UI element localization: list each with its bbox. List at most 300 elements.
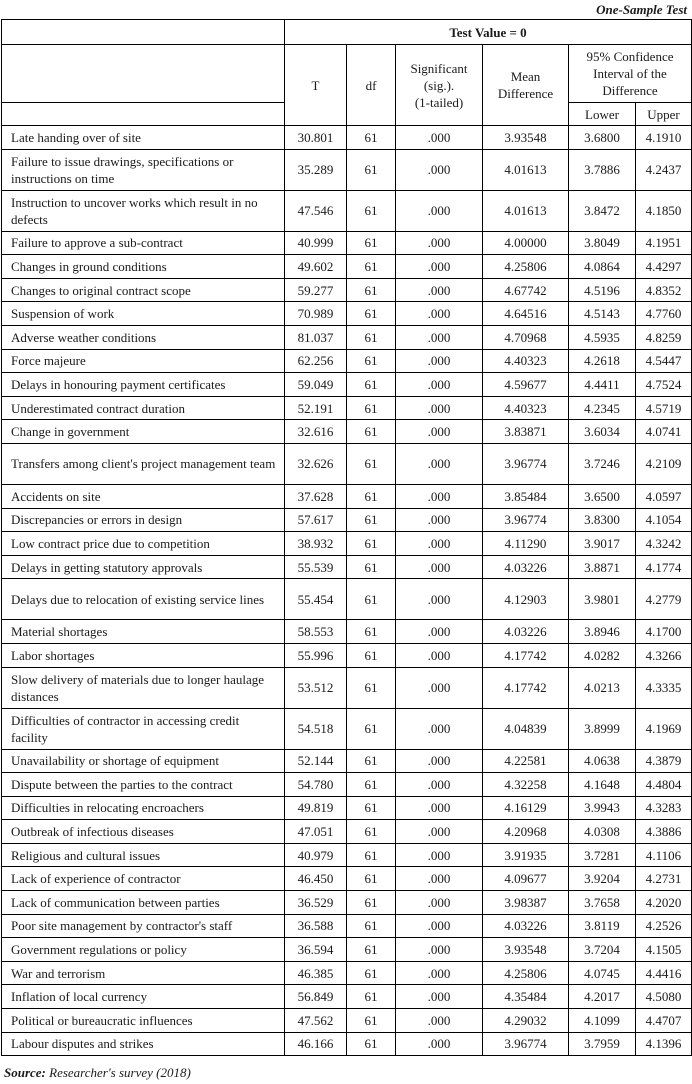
- df-value: 61: [347, 126, 396, 150]
- mean-difference-value: 4.17742: [483, 643, 569, 667]
- lower-bound-value: 3.6034: [569, 420, 636, 444]
- lower-bound-value: 3.6800: [569, 126, 636, 150]
- lower-bound-value: 4.1099: [569, 1009, 636, 1033]
- row-label: Difficulties in relocating encroachers: [2, 796, 285, 820]
- table-row: [2, 325, 692, 349]
- lower-bound-value: 4.0308: [569, 820, 636, 844]
- sig-value: .000: [396, 985, 483, 1009]
- upper-bound-value: 4.3283: [636, 796, 692, 820]
- df-value: 61: [347, 749, 396, 773]
- row-label: Suspension of work: [2, 302, 285, 326]
- row-label: Changes to original contract scope: [2, 278, 285, 302]
- df-value: 61: [347, 938, 396, 962]
- sig-value: .000: [396, 508, 483, 532]
- df-value: 61: [347, 843, 396, 867]
- sig-value: .000: [396, 1009, 483, 1033]
- df-value: 61: [347, 325, 396, 349]
- row-label: Slow delivery of materials due to longer haulage distances: [2, 667, 285, 708]
- table-row: [2, 532, 692, 556]
- sig-value: .000: [396, 532, 483, 556]
- table-row: [2, 373, 692, 397]
- table-row: [2, 667, 692, 708]
- table-row: [2, 443, 692, 484]
- upper-bound-value: 4.1700: [636, 620, 692, 644]
- sig-value: .000: [396, 843, 483, 867]
- df-value: 61: [347, 396, 396, 420]
- sig-value: .000: [396, 255, 483, 279]
- sig-header-line: (sig.).: [423, 77, 455, 93]
- upper-bound-value: 4.1850: [636, 190, 692, 231]
- df-value: 61: [347, 708, 396, 749]
- table-row: [2, 302, 692, 326]
- lower-bound-value: 4.0282: [569, 643, 636, 667]
- mean-difference-value: 3.91935: [483, 843, 569, 867]
- df-value: 61: [347, 231, 396, 255]
- df-value: 61: [347, 555, 396, 579]
- mean-difference-value: 3.98387: [483, 891, 569, 915]
- mean-difference-value: 4.32258: [483, 773, 569, 797]
- row-label: Political or bureaucratic influences: [2, 1009, 285, 1033]
- df-value: 61: [347, 532, 396, 556]
- table-row: [2, 278, 692, 302]
- df-value: 61: [347, 667, 396, 708]
- t-value: 49.602: [285, 255, 347, 279]
- sig-value: .000: [396, 914, 483, 938]
- mean-difference-value: 4.00000: [483, 231, 569, 255]
- row-label: Material shortages: [2, 620, 285, 644]
- row-label: Delays due to relocation of existing service lines: [2, 579, 285, 620]
- sig-value: .000: [396, 484, 483, 508]
- row-label: Failure to approve a sub-contract: [2, 231, 285, 255]
- row-label: Delays in honouring payment certificates: [2, 373, 285, 397]
- t-header: T: [285, 45, 347, 126]
- table-row: [2, 820, 692, 844]
- upper-bound-value: 4.7760: [636, 302, 692, 326]
- row-label: Transfers among client's project management team: [2, 443, 285, 484]
- header-empty-label: [2, 45, 285, 103]
- sig-value: .000: [396, 302, 483, 326]
- row-label: Inflation of local currency: [2, 985, 285, 1009]
- lower-bound-value: 3.9017: [569, 532, 636, 556]
- table-row: [2, 1009, 692, 1033]
- table-row: [2, 938, 692, 962]
- t-value: 30.801: [285, 126, 347, 150]
- row-label: Underestimated contract duration: [2, 396, 285, 420]
- mean-difference-value: 4.01613: [483, 190, 569, 231]
- t-value: 62.256: [285, 349, 347, 373]
- test-value-header: Test Value = 0: [285, 20, 692, 45]
- lower-bound-value: 3.9801: [569, 579, 636, 620]
- upper-bound-value: 4.8352: [636, 278, 692, 302]
- t-value: 54.780: [285, 773, 347, 797]
- t-value: 55.996: [285, 643, 347, 667]
- upper-bound-value: 4.4707: [636, 1009, 692, 1033]
- sig-value: .000: [396, 1032, 483, 1056]
- header-empty-corner: [2, 20, 285, 45]
- row-label: Low contract price due to competition: [2, 532, 285, 556]
- row-label: Instruction to uncover works which result in no defects: [2, 190, 285, 231]
- lower-bound-value: 4.1648: [569, 773, 636, 797]
- upper-bound-value: 4.4804: [636, 773, 692, 797]
- row-label: Force majeure: [2, 349, 285, 373]
- mean-difference-value: 4.01613: [483, 149, 569, 190]
- table-row: [2, 843, 692, 867]
- df-value: 61: [347, 891, 396, 915]
- lower-bound-value: 3.9943: [569, 796, 636, 820]
- row-label: Discrepancies or errors in design: [2, 508, 285, 532]
- df-value: 61: [347, 985, 396, 1009]
- sig-value: .000: [396, 620, 483, 644]
- table-row: [2, 126, 692, 150]
- lower-bound-value: 3.7886: [569, 149, 636, 190]
- table-row: [2, 149, 692, 190]
- t-value: 35.289: [285, 149, 347, 190]
- lower-bound-value: 4.0213: [569, 667, 636, 708]
- sig-value: .000: [396, 231, 483, 255]
- t-value: 36.588: [285, 914, 347, 938]
- sig-value: .000: [396, 190, 483, 231]
- lower-bound-value: 3.8946: [569, 620, 636, 644]
- mean-difference-value: 4.40323: [483, 349, 569, 373]
- t-value: 52.191: [285, 396, 347, 420]
- upper-bound-value: 4.1396: [636, 1032, 692, 1056]
- upper-bound-value: 4.3886: [636, 820, 692, 844]
- table-row: [2, 231, 692, 255]
- upper-bound-value: 4.1910: [636, 126, 692, 150]
- sig-value: .000: [396, 349, 483, 373]
- sig-value: .000: [396, 773, 483, 797]
- upper-bound-value: 4.0741: [636, 420, 692, 444]
- upper-bound-value: 4.5719: [636, 396, 692, 420]
- mean-difference-value: 4.03226: [483, 555, 569, 579]
- df-value: 61: [347, 820, 396, 844]
- table-row: [2, 255, 692, 279]
- row-label: Failure to issue drawings, specifications or instructions on time: [2, 149, 285, 190]
- mean-header-line: Mean: [510, 69, 541, 84]
- lower-bound-value: 4.2017: [569, 985, 636, 1009]
- lower-bound-value: 4.0638: [569, 749, 636, 773]
- sig-header-line: Significant: [410, 60, 468, 76]
- table-row: [2, 891, 692, 915]
- lower-bound-value: 4.4411: [569, 373, 636, 397]
- t-value: 46.385: [285, 961, 347, 985]
- mean-difference-value: 3.83871: [483, 420, 569, 444]
- df-value: 61: [347, 149, 396, 190]
- sig-value: .000: [396, 149, 483, 190]
- df-value: 61: [347, 1009, 396, 1033]
- t-value: 56.849: [285, 985, 347, 1009]
- t-value: 38.932: [285, 532, 347, 556]
- row-label: Late handing over of site: [2, 126, 285, 150]
- sig-value: .000: [396, 867, 483, 891]
- lower-bound-value: 3.6500: [569, 484, 636, 508]
- lower-bound-value: 3.8119: [569, 914, 636, 938]
- source-text: Researcher's survey (2018): [45, 1065, 191, 1080]
- upper-bound-value: 4.1951: [636, 231, 692, 255]
- t-value: 52.144: [285, 749, 347, 773]
- t-value: 47.562: [285, 1009, 347, 1033]
- row-label: Religious and cultural issues: [2, 843, 285, 867]
- mean-difference-header: [483, 45, 569, 126]
- lower-bound-value: 4.5935: [569, 325, 636, 349]
- sig-value: .000: [396, 443, 483, 484]
- t-value: 40.999: [285, 231, 347, 255]
- mean-difference-value: 4.03226: [483, 620, 569, 644]
- ci-header-line: Interval of the: [593, 66, 667, 81]
- t-value: 55.539: [285, 555, 347, 579]
- table-row: [2, 796, 692, 820]
- table-row: [2, 396, 692, 420]
- sig-value: .000: [396, 796, 483, 820]
- upper-bound-value: 4.2731: [636, 867, 692, 891]
- mean-difference-value: 4.29032: [483, 1009, 569, 1033]
- row-label: Difficulties of contractor in accessing credit facility: [2, 708, 285, 749]
- table-caption: One-Sample Test: [596, 2, 687, 17]
- header-empty-sub: [2, 103, 285, 126]
- df-value: 61: [347, 190, 396, 231]
- df-value: 61: [347, 302, 396, 326]
- lower-bound-value: 4.5196: [569, 278, 636, 302]
- upper-bound-value: 4.2109: [636, 443, 692, 484]
- lower-bound-value: 4.2345: [569, 396, 636, 420]
- upper-header: Upper: [636, 103, 692, 126]
- lower-bound-value: 3.7658: [569, 891, 636, 915]
- upper-bound-value: 4.4297: [636, 255, 692, 279]
- table-row: [2, 484, 692, 508]
- df-value: 61: [347, 420, 396, 444]
- t-value: 40.979: [285, 843, 347, 867]
- upper-bound-value: 4.3242: [636, 532, 692, 556]
- t-value: 59.049: [285, 373, 347, 397]
- row-label: Adverse weather conditions: [2, 325, 285, 349]
- lower-bound-value: 3.7959: [569, 1032, 636, 1056]
- mean-difference-value: 4.25806: [483, 961, 569, 985]
- df-value: 61: [347, 914, 396, 938]
- sig-value: .000: [396, 891, 483, 915]
- df-value: 61: [347, 796, 396, 820]
- sig-value: .000: [396, 555, 483, 579]
- table-row: [2, 643, 692, 667]
- upper-bound-value: 4.2779: [636, 579, 692, 620]
- table-row: [2, 749, 692, 773]
- df-value: 61: [347, 443, 396, 484]
- lower-bound-value: 3.8300: [569, 508, 636, 532]
- row-label: Unavailability or shortage of equipment: [2, 749, 285, 773]
- sig-header: [396, 45, 483, 126]
- sig-header-line: (1-tailed): [414, 94, 464, 110]
- df-value: 61: [347, 643, 396, 667]
- sig-value: .000: [396, 820, 483, 844]
- upper-bound-value: 4.1969: [636, 708, 692, 749]
- row-label: Delays in getting statutory approvals: [2, 555, 285, 579]
- df-value: 61: [347, 373, 396, 397]
- one-sample-test-table: [1, 19, 692, 1056]
- row-label: Government regulations or policy: [2, 938, 285, 962]
- sig-value: .000: [396, 667, 483, 708]
- table-row: [2, 961, 692, 985]
- row-label: Outbreak of infectious diseases: [2, 820, 285, 844]
- table-row: [2, 914, 692, 938]
- t-value: 46.450: [285, 867, 347, 891]
- t-value: 81.037: [285, 325, 347, 349]
- mean-difference-value: 4.11290: [483, 532, 569, 556]
- table-row: [2, 773, 692, 797]
- row-label: War and terrorism: [2, 961, 285, 985]
- lower-bound-value: 4.0864: [569, 255, 636, 279]
- mean-difference-value: 4.17742: [483, 667, 569, 708]
- upper-bound-value: 4.7524: [636, 373, 692, 397]
- confidence-interval-header: [569, 45, 692, 103]
- t-value: 49.819: [285, 796, 347, 820]
- upper-bound-value: 4.0597: [636, 484, 692, 508]
- t-value: 58.553: [285, 620, 347, 644]
- row-label: Poor site management by contractor's staff: [2, 914, 285, 938]
- upper-bound-value: 4.2437: [636, 149, 692, 190]
- t-value: 55.454: [285, 579, 347, 620]
- lower-bound-value: 3.7246: [569, 443, 636, 484]
- table-row: [2, 190, 692, 231]
- lower-bound-value: 3.8049: [569, 231, 636, 255]
- df-value: 61: [347, 620, 396, 644]
- table-row: [2, 1032, 692, 1056]
- row-label: Labour disputes and strikes: [2, 1032, 285, 1056]
- sig-value: .000: [396, 325, 483, 349]
- row-label: Labor shortages: [2, 643, 285, 667]
- mean-difference-value: 4.64516: [483, 302, 569, 326]
- lower-bound-value: 3.7204: [569, 938, 636, 962]
- t-value: 46.166: [285, 1032, 347, 1056]
- source-note: [4, 1065, 191, 1081]
- t-value: 54.518: [285, 708, 347, 749]
- upper-bound-value: 4.2526: [636, 914, 692, 938]
- lower-bound-value: 3.8472: [569, 190, 636, 231]
- mean-difference-value: 4.16129: [483, 796, 569, 820]
- mean-difference-value: 3.96774: [483, 1032, 569, 1056]
- lower-bound-value: 4.5143: [569, 302, 636, 326]
- t-value: 53.512: [285, 667, 347, 708]
- df-value: 61: [347, 579, 396, 620]
- mean-difference-value: 4.20968: [483, 820, 569, 844]
- t-value: 36.529: [285, 891, 347, 915]
- row-label: Changes in ground conditions: [2, 255, 285, 279]
- row-label: Change in government: [2, 420, 285, 444]
- mean-difference-value: 3.85484: [483, 484, 569, 508]
- mean-difference-value: 4.09677: [483, 867, 569, 891]
- table-row: [2, 420, 692, 444]
- t-value: 57.617: [285, 508, 347, 532]
- t-value: 47.051: [285, 820, 347, 844]
- upper-bound-value: 4.1774: [636, 555, 692, 579]
- sig-value: .000: [396, 396, 483, 420]
- t-value: 70.989: [285, 302, 347, 326]
- sig-value: .000: [396, 961, 483, 985]
- mean-difference-value: 4.25806: [483, 255, 569, 279]
- mean-difference-value: 3.96774: [483, 443, 569, 484]
- table-row: [2, 579, 692, 620]
- upper-bound-value: 4.5447: [636, 349, 692, 373]
- mean-header-line: Difference: [497, 86, 554, 101]
- row-label: Lack of experience of contractor: [2, 867, 285, 891]
- upper-bound-value: 4.1106: [636, 843, 692, 867]
- row-label: Dispute between the parties to the contract: [2, 773, 285, 797]
- sig-value: .000: [396, 643, 483, 667]
- df-value: 61: [347, 278, 396, 302]
- source-prefix: Source:: [4, 1065, 46, 1080]
- mean-difference-value: 4.03226: [483, 914, 569, 938]
- mean-difference-value: 4.70968: [483, 325, 569, 349]
- table-row: [2, 349, 692, 373]
- table-row: [2, 985, 692, 1009]
- upper-bound-value: 4.2020: [636, 891, 692, 915]
- sig-value: .000: [396, 420, 483, 444]
- sig-value: .000: [396, 373, 483, 397]
- sig-value: .000: [396, 579, 483, 620]
- lower-bound-value: 3.7281: [569, 843, 636, 867]
- lower-bound-value: 3.8871: [569, 555, 636, 579]
- lower-bound-value: 4.0745: [569, 961, 636, 985]
- df-value: 61: [347, 773, 396, 797]
- mean-difference-value: 3.96774: [483, 508, 569, 532]
- lower-bound-value: 3.8999: [569, 708, 636, 749]
- mean-difference-value: 4.12903: [483, 579, 569, 620]
- lower-bound-value: 3.9204: [569, 867, 636, 891]
- upper-bound-value: 4.3335: [636, 667, 692, 708]
- mean-difference-value: 4.35484: [483, 985, 569, 1009]
- t-value: 47.546: [285, 190, 347, 231]
- lower-header: Lower: [569, 103, 636, 126]
- t-value: 32.626: [285, 443, 347, 484]
- upper-bound-value: 4.1505: [636, 938, 692, 962]
- df-value: 61: [347, 349, 396, 373]
- mean-difference-value: 3.93548: [483, 938, 569, 962]
- t-value: 59.277: [285, 278, 347, 302]
- mean-difference-value: 4.22581: [483, 749, 569, 773]
- df-value: 61: [347, 961, 396, 985]
- df-value: 61: [347, 867, 396, 891]
- row-label: Accidents on site: [2, 484, 285, 508]
- upper-bound-value: 4.4416: [636, 961, 692, 985]
- upper-bound-value: 4.3266: [636, 643, 692, 667]
- mean-difference-value: 4.40323: [483, 396, 569, 420]
- sig-value: .000: [396, 938, 483, 962]
- mean-difference-value: 4.59677: [483, 373, 569, 397]
- df-value: 61: [347, 1032, 396, 1056]
- df-value: 61: [347, 484, 396, 508]
- upper-bound-value: 4.8259: [636, 325, 692, 349]
- df-value: 61: [347, 508, 396, 532]
- lower-bound-value: 4.2618: [569, 349, 636, 373]
- table-body: [2, 126, 692, 1056]
- table-row: [2, 620, 692, 644]
- table-row: [2, 708, 692, 749]
- mean-difference-value: 4.04839: [483, 708, 569, 749]
- t-value: 32.616: [285, 420, 347, 444]
- mean-difference-value: 3.93548: [483, 126, 569, 150]
- sig-value: .000: [396, 749, 483, 773]
- ci-header-line: 95% Confidence: [586, 49, 674, 64]
- ci-header-line: Difference: [602, 83, 658, 98]
- table-row: [2, 867, 692, 891]
- t-value: 36.594: [285, 938, 347, 962]
- sig-value: .000: [396, 278, 483, 302]
- table-row: [2, 508, 692, 532]
- df-value: 61: [347, 255, 396, 279]
- t-value: 37.628: [285, 484, 347, 508]
- table-row: [2, 555, 692, 579]
- row-label: Lack of communication between parties: [2, 891, 285, 915]
- upper-bound-value: 4.1054: [636, 508, 692, 532]
- mean-difference-value: 4.67742: [483, 278, 569, 302]
